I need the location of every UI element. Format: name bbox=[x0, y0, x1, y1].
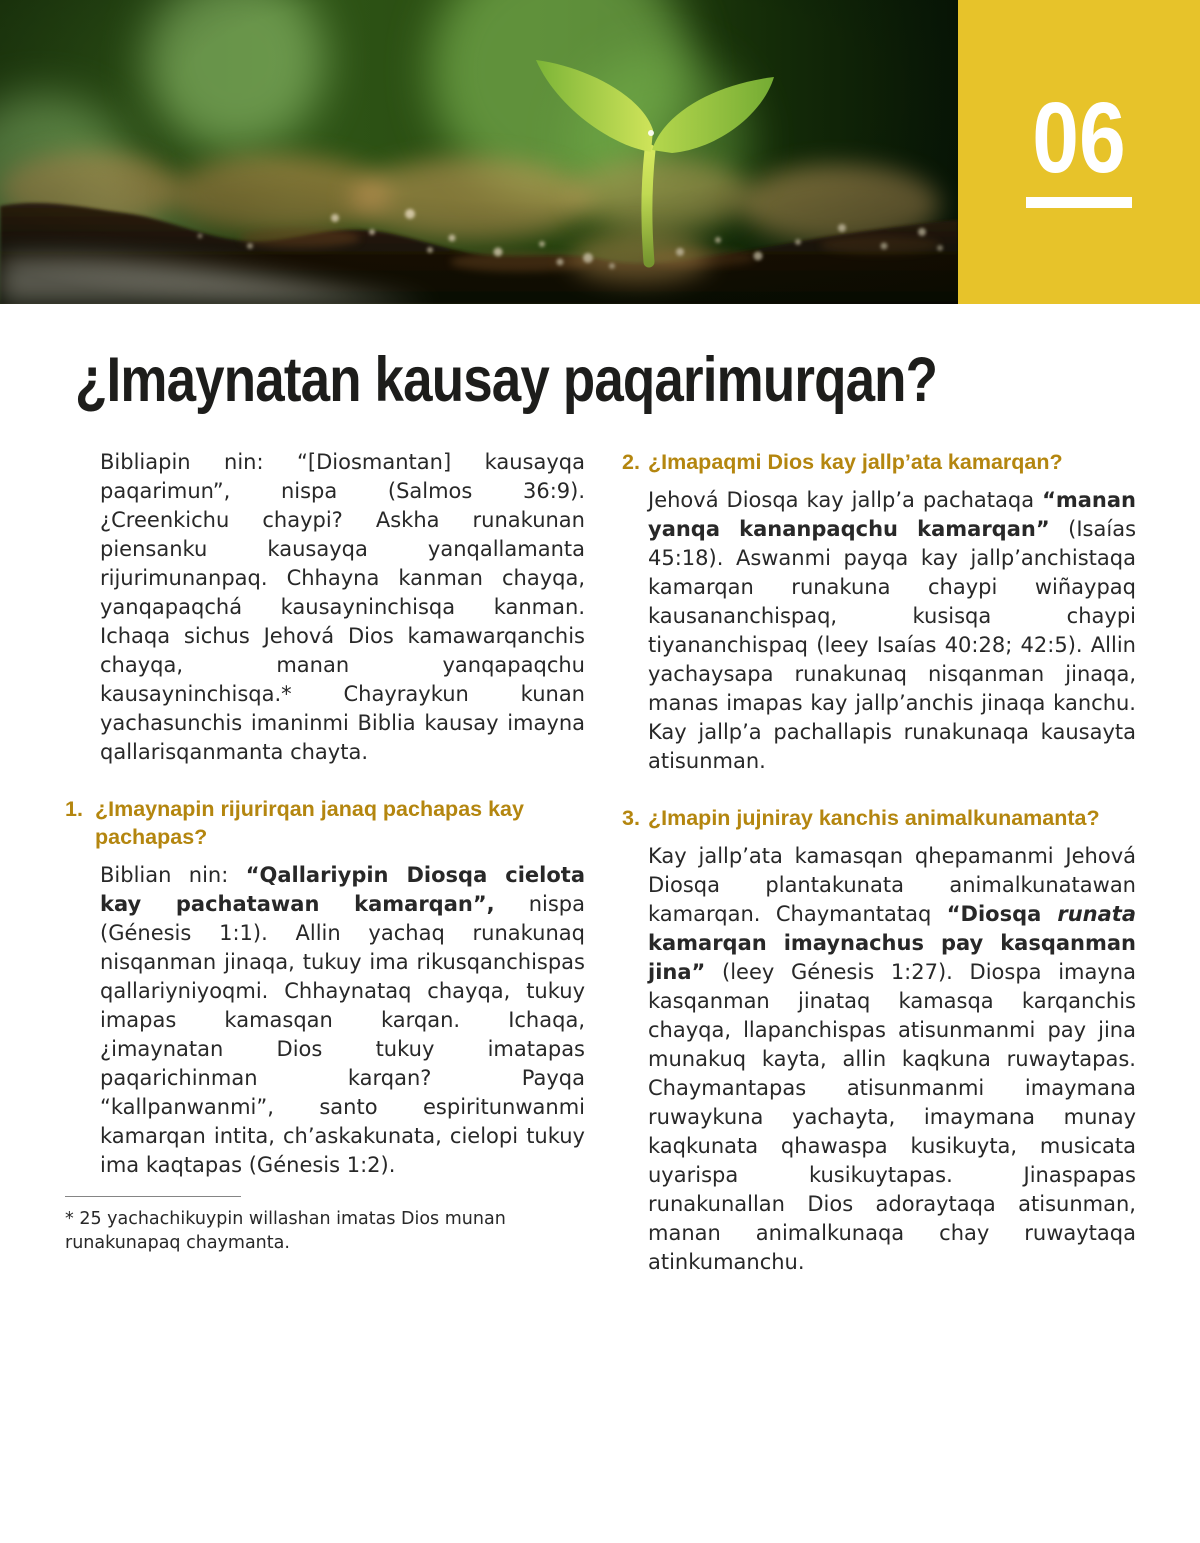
lesson-number: 06 bbox=[1032, 82, 1126, 194]
lesson-number-badge bbox=[958, 0, 1200, 304]
question-3-number: 3. bbox=[622, 806, 640, 830]
question-3-text: ¿Imapin jujniray kanchis animalkunamanta? bbox=[648, 806, 1100, 830]
header-photo bbox=[0, 0, 958, 304]
question-2-heading bbox=[622, 448, 1136, 476]
page-title: ¿Imaynatan kausay paqarimurqan? bbox=[75, 345, 938, 415]
question-1-number: 1. bbox=[65, 797, 83, 821]
question-1-paragraph: Biblian nin: “Qallariypin Diosqa cielota kay pachatawan kamarqan”, nispa (Génesis 1:1). Allin yachaq runakunaq nisqanman jinaqa, tukuy ima rikusqanchispas qallariyniyoqmi. Chhaynataq chayqa, tukuy imapas kamasqan karqan. Ichaqa, ¿imaynatan Dios tukuy imatapas paqarichinman karqan? Payqa “kallpanwanmi”, santo espiritunwanmi kamarqan intita, ch’askakunata, cielopi tukuy ima kaqtapas (Génesis 1:2). bbox=[100, 863, 585, 1177]
footnote-text: * 25 yachachikuypin willashan imatas Dios munan runakunapaq chaymanta. bbox=[65, 1209, 506, 1253]
intro-paragraph: Bibliapin nin: “[Diosmantan] kausayqa paqarimun”, nispa (Salmos 36:9). ¿Creenkichu chaypi? Askha runakunan piensanku kausayqa yanqallamanta rijurimunanpaq. Chhayna kanman chayqa, yanqapaqchá kausayninchisqa kanman. Ichaqa sichus Jehová Dios kamawarqanchis chayqa, manan yanqapaqchu kausayninchisqa.* Chayraykun kunan yachasunchis imaninmi Biblia kausay imayna qallarisqanmanta chayta. bbox=[100, 450, 585, 764]
question-3-paragraph: Kay jallp’ata kamasqan qhepamanmi Jehová Diosqa plantakunata animalkunatawan kamarqan. Chaymantataq “Diosqa runata kamarqan imaynachus pay kasqanman jina” (leey Génesis 1:27). Diospa imayna kasqanman jinataq kamasqa karqanchis chayqa, llapanchispas atisunmanmi pay jina munakuq kayta, allin kaqkuna ruwaytapas. Chaymantapas atisunmanmi imaymana ruwaykuna yachayta, imaymana munay kaqkunata qhawaspa kusikuyta, musicata uyarispa kusikuytapas. Jinaspapas runakunallan Dios adoraytaqa atisunman, manan animalkunaqa chay ruwaytaqa atinkumanchu. bbox=[648, 844, 1136, 1274]
question-2-text: ¿Imapaqmi Dios kay jallp’ata kamarqan? bbox=[648, 450, 1063, 474]
seedling-photo-illustration bbox=[0, 0, 958, 304]
question-2-number: 2. bbox=[622, 450, 640, 474]
question-1-heading bbox=[65, 795, 585, 851]
footnote-divider bbox=[65, 1196, 241, 1197]
footnote bbox=[65, 1196, 585, 1255]
question-1-text: ¿Imaynapin rijurirqan janaq pachapas kay pachapas? bbox=[95, 797, 524, 849]
question-3-heading bbox=[622, 804, 1136, 832]
question-2-paragraph: Jehová Diosqa kay jallp’a pachataqa “manan yanqa kananpaqchu kamarqan” (Isaías 45:18). Aswanmi payqa kay jallp’anchistaqa kamarqan runakuna chaypi wiñaypaq kausananchispaq, kusisqa chaypi tiyananchispaq (leey Isaías 40:28; 42:5). Allin yachaysapa runakunaq nisqanman jinaqa, manas imapas kay jallp’anchis jinaqa kanchu. Kay jallp’a pachallapis runakunaqa kausayta atisunman. bbox=[648, 488, 1137, 773]
left-column bbox=[65, 448, 585, 1255]
right-column bbox=[622, 448, 1136, 1277]
badge-underline bbox=[1026, 197, 1132, 208]
